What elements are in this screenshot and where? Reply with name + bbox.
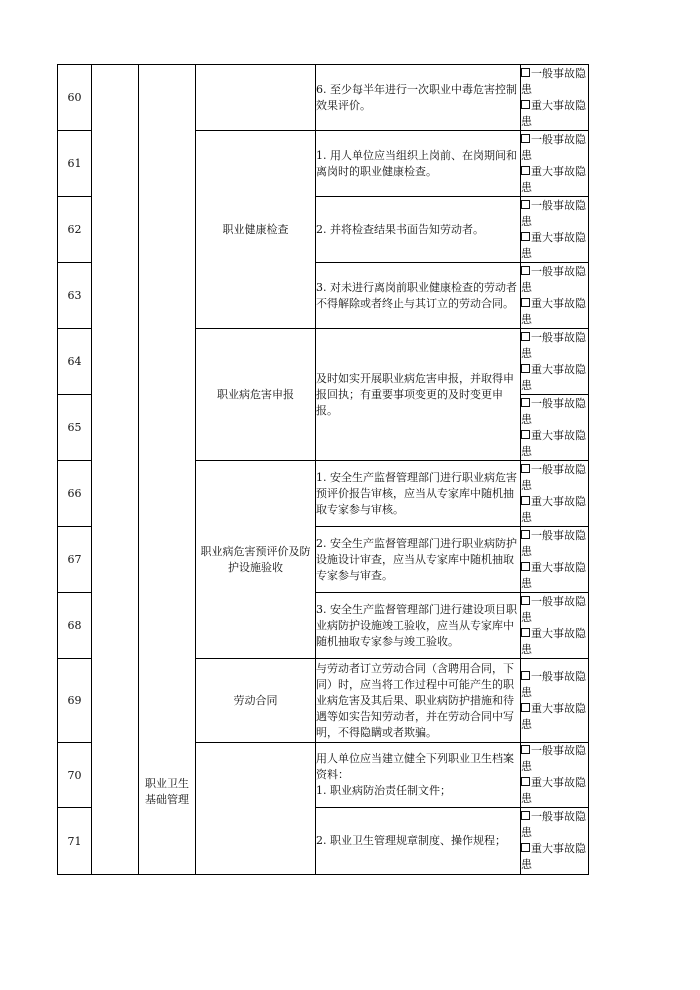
- major-hazard-label: 重大事故隐: [531, 98, 586, 112]
- general-hazard-suffix: 患: [521, 214, 532, 228]
- checkbox-icon[interactable]: [521, 671, 530, 680]
- general-hazard-label: 一般事故隐: [531, 810, 586, 823]
- blank-cell: [92, 65, 139, 875]
- major-hazard-label: 重大事故隐: [531, 626, 586, 640]
- requirement-text: [316, 743, 521, 808]
- requirement-line: 用人单位应当建立健全下列职业卫生档案资料：: [316, 752, 514, 781]
- requirement-text: 6. 至少每半年进行一次职业中毒危害控制效果评价。: [316, 65, 521, 131]
- checkbox-icon[interactable]: [521, 811, 530, 820]
- general-hazard-option[interactable]: [521, 528, 588, 544]
- row-number: 65: [58, 395, 92, 461]
- row-number: 62: [58, 197, 92, 263]
- major-hazard-label: 重大事故隐: [531, 701, 586, 715]
- general-hazard-label: 一般事故隐: [531, 198, 586, 212]
- major-hazard-label: 重大事故隐: [531, 428, 586, 442]
- item-preassessment: 职业病危害预评价及防护设施验收: [196, 461, 316, 659]
- major-hazard-option[interactable]: [521, 296, 588, 312]
- general-hazard-label: 一般事故隐: [531, 132, 586, 146]
- major-hazard-option[interactable]: [521, 230, 588, 246]
- requirement-text: 2. 安全生产监督管理部门进行职业病防护设施设计审查，应当从专家库中随机抽取专家参与审查。: [316, 527, 521, 593]
- checkbox-icon[interactable]: [521, 68, 530, 77]
- general-hazard-option[interactable]: [521, 743, 588, 759]
- row-number: 66: [58, 461, 92, 527]
- major-hazard-option[interactable]: [521, 775, 588, 791]
- requirement-text: 与劳动者订立劳动合同（含聘用合同，下同）时，应当将工作过程中可能产生的职业病危害及其后果、职业病防护措施和待遇等如实告知劳动者，并在劳动合同中写明，不得隐瞒或者欺骗。: [316, 659, 521, 743]
- requirement-text: 3. 对未进行离岗前职业健康检查的劳动者不得解除或者终止与其订立的劳动合同。: [316, 263, 521, 329]
- general-hazard-suffix: 患: [521, 478, 532, 492]
- general-hazard-option[interactable]: [521, 198, 588, 214]
- checkbox-icon[interactable]: [521, 298, 530, 307]
- item-declaration: 职业病危害申报: [196, 329, 316, 461]
- hazard-options: [521, 131, 589, 197]
- checkbox-icon[interactable]: [521, 843, 530, 852]
- major-hazard-suffix: 患: [521, 114, 532, 128]
- requirement-line: 1. 职业病防治责任制文件；: [316, 784, 451, 797]
- checkbox-icon[interactable]: [521, 745, 530, 754]
- hazard-options: [521, 65, 589, 131]
- major-hazard-option[interactable]: [521, 560, 588, 576]
- major-hazard-label: 重大事故隐: [531, 296, 586, 310]
- general-hazard-option[interactable]: [521, 330, 588, 346]
- general-hazard-suffix: 患: [521, 760, 532, 773]
- general-hazard-option[interactable]: [521, 594, 588, 610]
- checkbox-icon[interactable]: [521, 100, 530, 109]
- hazard-options: [521, 263, 589, 329]
- row-number: 68: [58, 593, 92, 659]
- checkbox-icon[interactable]: [521, 530, 530, 539]
- general-hazard-option[interactable]: [521, 396, 588, 412]
- major-hazard-label: 重大事故隐: [531, 362, 586, 376]
- category-line2: 基础管理: [145, 792, 189, 806]
- major-hazard-suffix: 患: [521, 510, 532, 524]
- general-hazard-suffix: 患: [521, 544, 532, 558]
- major-hazard-option[interactable]: [521, 164, 588, 180]
- row-number: 63: [58, 263, 92, 329]
- row-number: 71: [58, 808, 92, 875]
- major-hazard-suffix: 患: [521, 180, 532, 194]
- major-hazard-label: 重大事故隐: [531, 494, 586, 508]
- general-hazard-suffix: 患: [521, 826, 532, 839]
- hazard-options: [521, 743, 589, 808]
- inspection-table: [57, 64, 589, 875]
- checkbox-icon[interactable]: [521, 703, 530, 712]
- row-number: 70: [58, 743, 92, 808]
- major-hazard-option[interactable]: [521, 98, 588, 114]
- requirement-text: 及时如实开展职业病危害申报，并取得申报回执；有重要事项变更的及时变更申报。: [316, 329, 521, 461]
- general-hazard-option[interactable]: [521, 809, 588, 825]
- hazard-options: [521, 197, 589, 263]
- checkbox-icon[interactable]: [521, 364, 530, 373]
- major-hazard-option[interactable]: [521, 494, 588, 510]
- major-hazard-suffix: 患: [521, 792, 532, 805]
- requirement-text: 1. 安全生产监督管理部门进行职业病危害预评价报告审核，应当从专家库中随机抽取专家参与审核。: [316, 461, 521, 527]
- item-cell: [196, 65, 316, 131]
- general-hazard-label: 一般事故隐: [531, 264, 586, 278]
- general-hazard-suffix: 患: [521, 82, 532, 96]
- major-hazard-option[interactable]: [521, 626, 588, 642]
- general-hazard-option[interactable]: [521, 132, 588, 148]
- category-line1: 职业卫生: [145, 776, 189, 790]
- item-health-check: 职业健康检查: [196, 131, 316, 329]
- checkbox-icon[interactable]: [521, 562, 530, 571]
- requirement-text: 2. 职业卫生管理规章制度、操作规程；: [316, 808, 521, 875]
- checkbox-icon[interactable]: [521, 232, 530, 241]
- table-row: [58, 65, 589, 131]
- checkbox-icon[interactable]: [521, 430, 530, 439]
- major-hazard-suffix: 患: [521, 246, 532, 260]
- major-hazard-suffix: 患: [521, 378, 532, 392]
- general-hazard-label: 一般事故隐: [531, 396, 586, 410]
- major-hazard-label: 重大事故隐: [531, 230, 586, 244]
- major-hazard-option[interactable]: [521, 362, 588, 378]
- major-hazard-suffix: 患: [521, 444, 532, 458]
- general-hazard-suffix: 患: [521, 280, 532, 294]
- major-hazard-suffix: 患: [521, 858, 532, 871]
- row-number: 64: [58, 329, 92, 395]
- row-number: 60: [58, 65, 92, 131]
- hazard-options: [521, 329, 589, 395]
- checkbox-icon[interactable]: [521, 596, 530, 605]
- hazard-options: [521, 659, 589, 743]
- checkbox-icon[interactable]: [521, 398, 530, 407]
- major-hazard-suffix: 患: [521, 576, 532, 590]
- major-hazard-label: 重大事故隐: [531, 164, 586, 178]
- hazard-options: [521, 461, 589, 527]
- general-hazard-suffix: 患: [521, 412, 532, 426]
- requirement-text: 1. 用人单位应当组织上岗前、在岗期间和离岗时的职业健康检查。: [316, 131, 521, 197]
- row-number: 67: [58, 527, 92, 593]
- general-hazard-option[interactable]: [521, 669, 588, 685]
- general-hazard-label: 一般事故隐: [531, 462, 586, 476]
- row-number: 69: [58, 659, 92, 743]
- row-number: 61: [58, 131, 92, 197]
- general-hazard-label: 一般事故隐: [531, 744, 586, 757]
- general-hazard-suffix: 患: [521, 148, 532, 162]
- general-hazard-suffix: 患: [521, 685, 532, 699]
- checkbox-icon[interactable]: [521, 496, 530, 505]
- checkbox-icon[interactable]: [521, 464, 530, 473]
- requirement-text: 2. 并将检查结果书面告知劳动者。: [316, 197, 521, 263]
- item-contract: 劳动合同: [196, 659, 316, 743]
- general-hazard-label: 一般事故隐: [531, 66, 586, 80]
- major-hazard-label: 重大事故隐: [531, 842, 586, 855]
- general-hazard-suffix: 患: [521, 346, 532, 360]
- major-hazard-option[interactable]: [521, 428, 588, 444]
- checkbox-icon[interactable]: [521, 332, 530, 341]
- general-hazard-label: 一般事故隐: [531, 669, 586, 683]
- general-hazard-label: 一般事故隐: [531, 594, 586, 608]
- hazard-options: [521, 527, 589, 593]
- major-hazard-suffix: 患: [521, 717, 532, 731]
- checkbox-icon[interactable]: [521, 200, 530, 209]
- hazard-options: [521, 593, 589, 659]
- major-hazard-suffix: 患: [521, 312, 532, 326]
- requirement-text: 3. 安全生产监督管理部门进行建设项目职业病防护设施竣工验收，应当从专家库中随机抽取专家参与竣工验收。: [316, 593, 521, 659]
- item-cell: [196, 743, 316, 875]
- checkbox-icon[interactable]: [521, 166, 530, 175]
- hazard-options: [521, 395, 589, 461]
- checkbox-icon[interactable]: [521, 777, 530, 786]
- major-hazard-label: 重大事故隐: [531, 776, 586, 789]
- major-hazard-option[interactable]: [521, 841, 588, 857]
- major-hazard-label: 重大事故隐: [531, 560, 586, 574]
- general-hazard-option[interactable]: [521, 66, 588, 82]
- general-hazard-label: 一般事故隐: [531, 330, 586, 344]
- general-hazard-option[interactable]: [521, 264, 588, 280]
- checkbox-icon[interactable]: [521, 266, 530, 275]
- general-hazard-suffix: 患: [521, 610, 532, 624]
- general-hazard-option[interactable]: [521, 462, 588, 478]
- checkbox-icon[interactable]: [521, 628, 530, 637]
- major-hazard-suffix: 患: [521, 642, 532, 656]
- checkbox-icon[interactable]: [521, 134, 530, 143]
- category-cell: [139, 65, 196, 875]
- hazard-options: [521, 808, 589, 875]
- major-hazard-option[interactable]: [521, 701, 588, 717]
- general-hazard-label: 一般事故隐: [531, 528, 586, 542]
